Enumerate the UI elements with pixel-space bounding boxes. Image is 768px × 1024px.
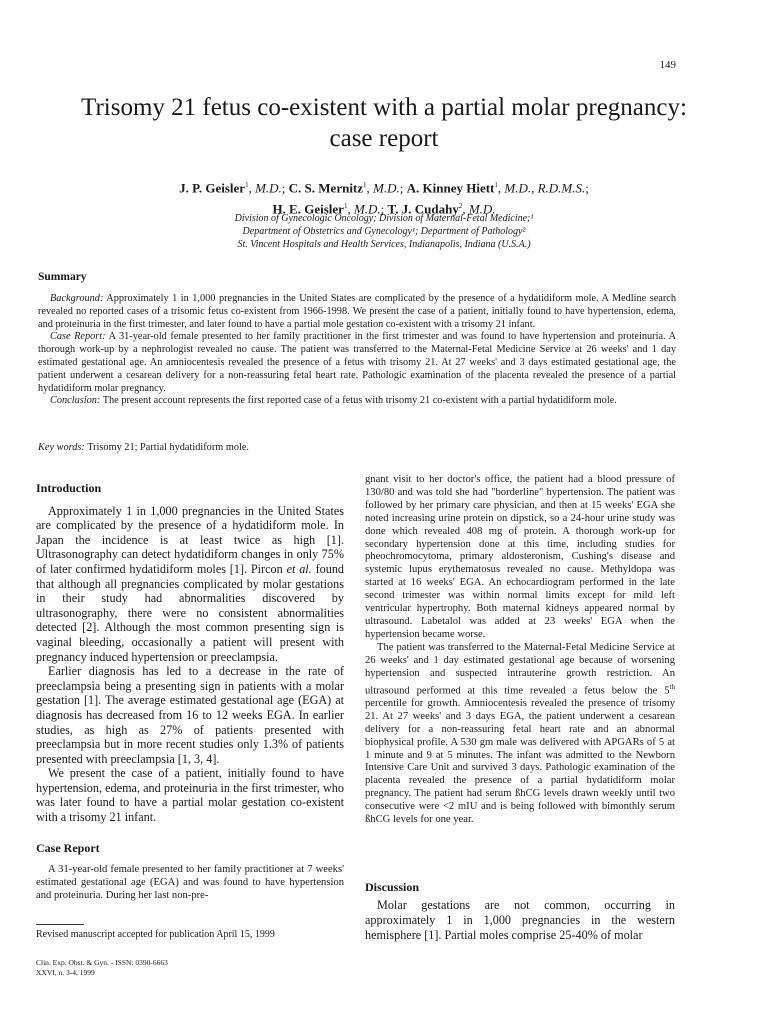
title-line-2: case report xyxy=(329,125,439,152)
keywords: Key words: Trisomy 21; Partial hydatidiform mole. xyxy=(38,442,249,453)
summary-background: Background: Approximately 1 in 1,000 pregnancies in the United States are complicated by the presence of a hydatidiform mole. A Medline search revealed no reported cases of a trisomic fetus co-existent from 1966-1998. We present the case of a patient, initially found to have hypertension, edema, and proteinuria in the first trimester, and later found to have a partial mole gestation co-existent with a trisomy 21 infant. xyxy=(38,293,676,330)
affiliations xyxy=(40,212,728,251)
summary-block xyxy=(38,293,676,408)
author-list: J. P. Geisler$^1$, M.D.; C. S. Mernitz$^1$, M.D.; A. Kinney Hiett$^1$, M.D., R.D.M.S.; H. E. Geisler$^1$, M.D.; T. J. Cudahy$^2$, M.D. xyxy=(179,180,589,217)
footnote-rule xyxy=(36,924,84,925)
page-number: 149 xyxy=(659,59,676,71)
summary-case-report: Case Report: A 31-year-old female presented to her family practitioner in the first trimester and was found to have hypertension and proteinuria. A thorough work-up by a nephrologist revealed no cause. The patient was transferred to the Maternal-Fetal Medicine Service at 26 weeks' and 1 day estimated gestational age. An amniocentesis revealed the presence of a fetus with trisomy 21. At 27 weeks' and 3 days estimated gestational age, the patient underwent a cesarean delivery for a non-reassuring fetal heart rate. Pathologic examination of the placenta revealed the presence of a partial hydatidiform molar pregnancy. xyxy=(38,331,677,394)
author-name: J. P. Geisler xyxy=(179,180,246,196)
intro-paragraph: Approximately 1 in 1,000 pregnancies in the United States are complicated by the presence of a hydatidiform mole. In Japan the incidence is at least twice as high [1]. Ultrasonography can detect hydatidiform changes in only 75% of later confirmed hydatidiform moles [1]. Pircon et al. found that although all pregnancies complicated by molar gestations in their study had abnormalities discovered by ultrasonography, there were no consistent abnormalities detected [2]. Although the most common presenting sign is vaginal bleeding, occasionally a patient will present with pregnancy induced hypertension or preeclampsia. xyxy=(36,503,345,664)
intro-paragraph: Earlier diagnosis has led to a decrease in the rate of preeclampsia being a presenting sign in patients with a molar gestation [1]. The average estimated gestational age (EGA) at diagnosis has decreased from 16 to 12 weeks EGA. In earlier studies, as high as 27% of patients presented with preeclampsia but in more recent studies only 1.3% of patients presented with preeclampsia [1, 3, 4]. xyxy=(36,664,344,766)
footnote: Revised manuscript accepted for publication April 15, 1999 xyxy=(36,929,275,940)
affiliation-line: Division of Gynecologic Oncology; Division of Maternal-Fetal Medicine;¹ xyxy=(234,213,534,224)
title-line-1: Trisomy 21 fetus co-existent with a partial molar pregnancy: xyxy=(81,94,687,121)
case-paragraph: A 31-year-old female presented to her family practitioner at 7 weeks' estimated gestational age (EGA) and was found to have hypertension and proteinuria. During her last non-pre- xyxy=(36,864,344,902)
introduction-heading: Introduction xyxy=(36,481,102,495)
intro-paragraph: We present the case of a patient, initially found to have hypertension, edema, and proteinuria in the first trimester, who was later found to have a partial molar gestation co-existent with a trisomy 21 infant. xyxy=(36,766,344,825)
author-name: H. E. Geisler xyxy=(272,201,344,217)
author-name: C. S. Mernitz xyxy=(288,180,364,196)
affiliation-line: Department of Obstetrics and Gynecology¹; Department of Pathology² xyxy=(242,226,526,237)
case-report-heading: Case Report xyxy=(36,840,100,855)
discussion-heading: Discussion xyxy=(365,880,420,894)
author-name: A. Kinney Hiett xyxy=(406,180,495,196)
case-paragraph: gnant visit to her doctor's office, the patient had a blood pressure of 130/80 and was told she had "borderline" hypertension. The patient was followed by her primary care physician, and then at 15 weeks' EGA she noted increasing urine protein on dipstick, so a 24-hour urine study was done which revealed 408 mg of protein. A thorough work-up for secondary hypertension done at this time, including studies for pheochromocytoma, primary aldosteronism, Cushing's disease and systemic lupus erythematosus revealed no cause. Methyldopa was started at 16 weeks' EGA. An echocardiogram performed in the late second trimester was within normal limits except for mild left ventricular hypertrophy. Both maternal kidneys appeared normal by ultrasound. Labetalol was added at 23 weeks' EGA when the hypertension became worse. xyxy=(365,474,675,640)
journal-info: Clin. Exp. Obst. & Gyn. - ISSN: 0390-6663 XXVI, n. 3-4, 1999 xyxy=(36,958,168,977)
affiliation-line: St. Vincent Hospitals and Health Services, Indianapolis, Indiana (U.S.A.) xyxy=(237,239,531,250)
right-column xyxy=(365,474,675,827)
discussion-paragraph: Molar gestations are not common, occurring in approximately 1 in 1,000 pregnancies in the western hemisphere [1]. Partial moles comprise 25-40% of molar xyxy=(365,898,675,942)
summary-heading: Summary xyxy=(38,271,87,283)
case-paragraph: The patient was transferred to the Maternal-Fetal Medicine Service at 26 weeks' and 1 day estimated gestational age because of worsening hypertension and suspected intrauterine growth restriction. An ultrasound performed at this time revealed a fetus below the 5th percentile for growth. Amniocentesis revealed the presence of trisomy 21. At 27 weeks' and 3 days EGA, the patient underwent a cesarean delivery for a non-reassuring fetal heart rate and an abnormal biophysical profile. A 530 gm male was delivered with APGARs of 5 at 1 minute and 9 at 5 minutes. The infant was admitted to the Newborn Intensive Care Unit and survived 3 days. Pathologic examination of the placenta revealed the presence of a partial hydatidiform molar pregnancy. The patient had serum ßhCG levels drawn weekly until two consecutive were <2 mIU and is being followed with bimonthly serum ßhCG levels for one year. xyxy=(365,641,675,826)
left-column xyxy=(36,481,344,902)
paper-title xyxy=(40,92,728,154)
author-name: T. J. Cudahy xyxy=(387,201,459,217)
summary-conclusion: Conclusion: The present account represents the first reported case of a fetus with trisomy 21 co-existent with a partial hydatidiform mole. xyxy=(50,395,617,407)
